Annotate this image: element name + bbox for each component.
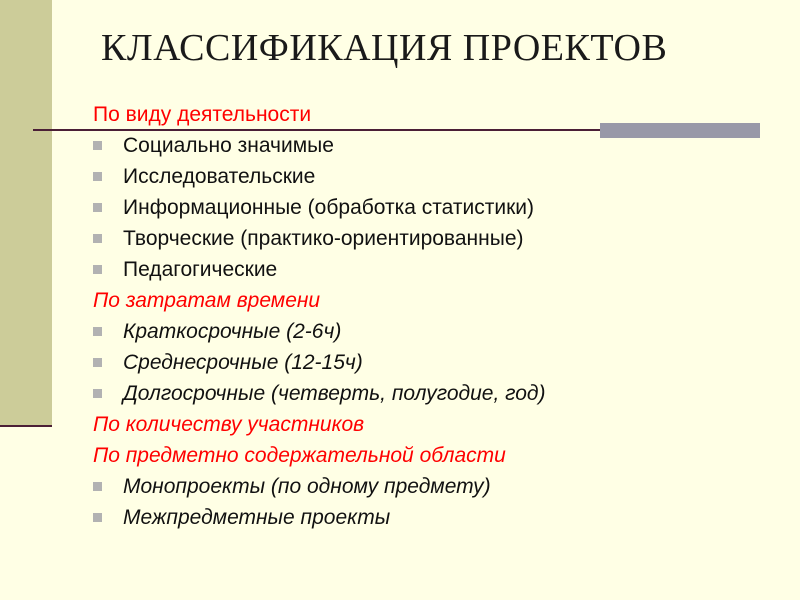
square-bullet-icon <box>93 358 102 367</box>
classification-list <box>93 99 546 533</box>
square-bullet-icon <box>93 172 102 181</box>
category-heading <box>93 409 546 440</box>
list-item <box>93 378 546 409</box>
list-item <box>93 192 546 223</box>
list-item <box>93 254 546 285</box>
list-item <box>93 316 546 347</box>
square-bullet-icon <box>93 513 102 522</box>
category-heading <box>93 99 546 130</box>
list-item-text: Педагогические <box>123 258 278 281</box>
category-heading <box>93 440 546 471</box>
list-item <box>93 471 546 502</box>
list-item-text: Долгосрочные (четверть, полугодие, год) <box>123 382 546 405</box>
list-item <box>93 161 546 192</box>
category-heading-text: По виду деятельности <box>93 103 312 126</box>
list-item-text: Информационные (обработка статистики) <box>123 196 534 219</box>
left-accent-bar <box>0 0 52 425</box>
category-heading <box>93 285 546 316</box>
title-divider-block <box>600 123 760 138</box>
list-item <box>93 347 546 378</box>
square-bullet-icon <box>93 141 102 150</box>
list-item <box>93 502 546 533</box>
square-bullet-icon <box>93 234 102 243</box>
list-item <box>93 130 546 161</box>
slide-title: КЛАССИФИКАЦИЯ ПРОЕКТОВ <box>101 27 668 69</box>
list-item-text: Межпредметные проекты <box>123 506 391 529</box>
square-bullet-icon <box>93 265 102 274</box>
category-heading-text: По предметно содержательной области <box>93 444 506 467</box>
list-item-text: Исследовательские <box>123 165 316 188</box>
list-item-text: Монопроекты (по одному предмету) <box>123 475 491 498</box>
left-bar-bottom-rule <box>0 425 52 427</box>
list-item-text: Социально значимые <box>123 134 334 157</box>
list-item-text: Краткосрочные (2-6ч) <box>123 320 342 343</box>
square-bullet-icon <box>93 389 102 398</box>
category-heading-text: По количеству участников <box>93 413 365 436</box>
list-item-text: Творческие (практико-ориентированные) <box>123 227 524 250</box>
list-item <box>93 223 546 254</box>
square-bullet-icon <box>93 327 102 336</box>
square-bullet-icon <box>93 482 102 491</box>
category-heading-text: По затратам времени <box>93 289 321 312</box>
square-bullet-icon <box>93 203 102 212</box>
list-item-text: Среднесрочные (12-15ч) <box>123 351 363 374</box>
